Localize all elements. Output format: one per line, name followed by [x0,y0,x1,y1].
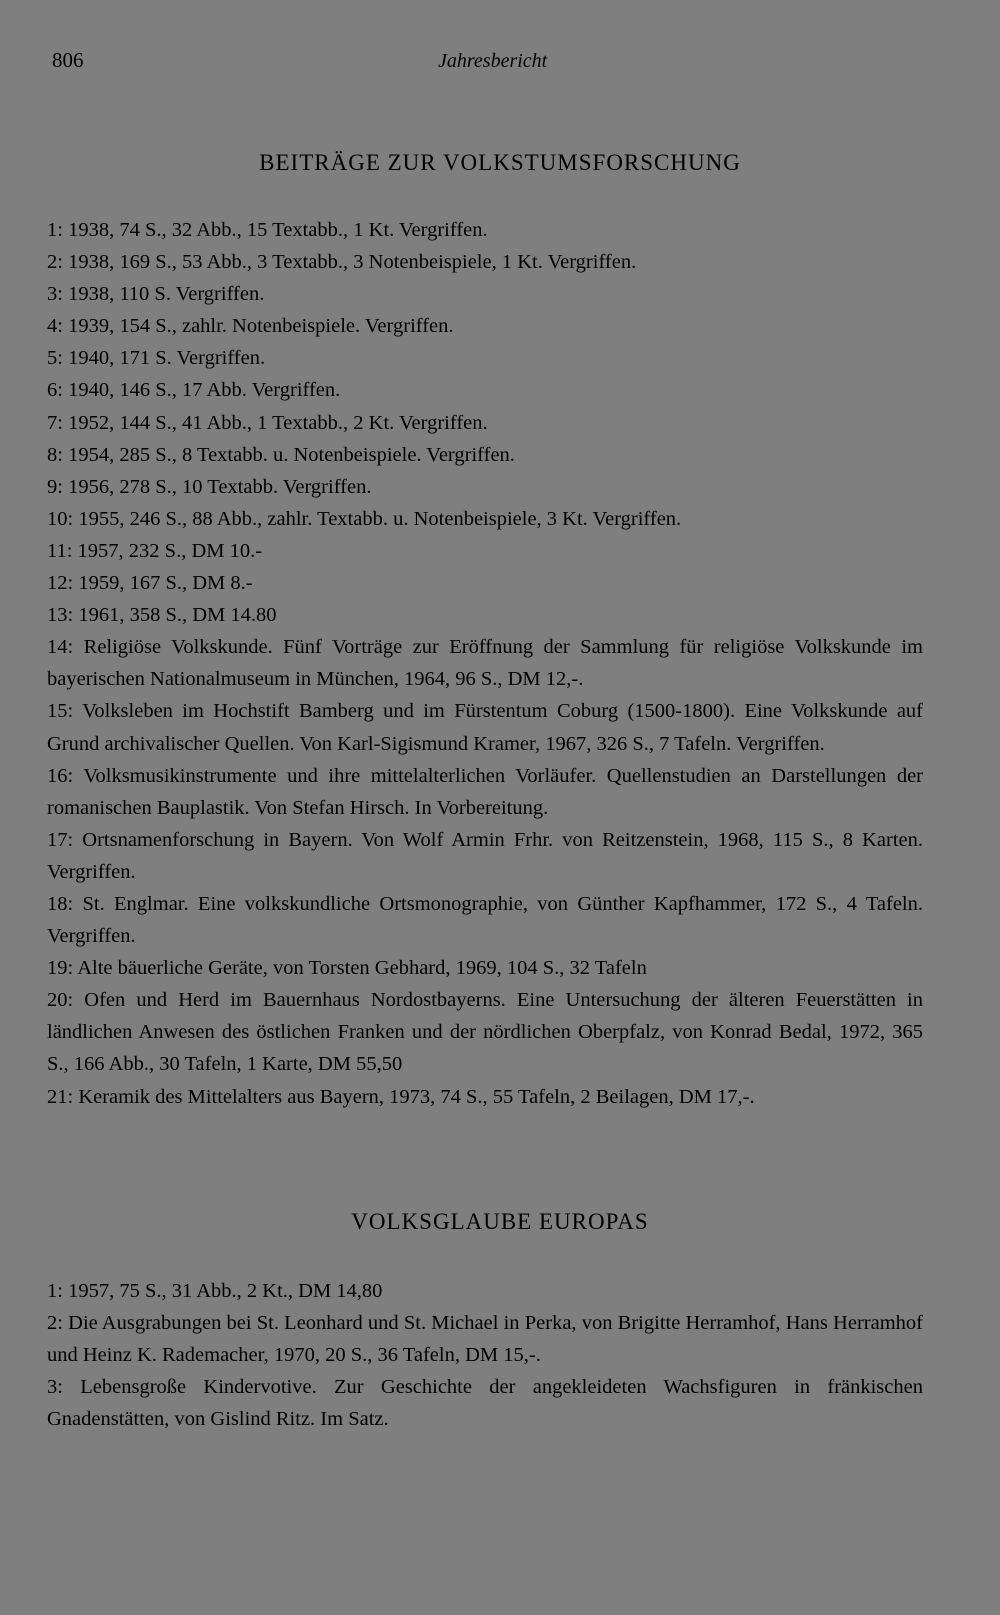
entry-list-volksglaube [47,1275,923,1435]
section-heading-beitraege: BEITRÄGE ZUR VOLKSTUMSFORSCHUNG [259,150,741,175]
list-item: 8: 1954, 285 S., 8 Textabb. u. Notenbeispiele. Vergriffen. [47,443,515,466]
list-item: 3: 1938, 110 S. Vergriffen. [47,283,265,306]
list-item: 10: 1955, 246 S., 88 Abb., zahlr. Textabb. u. Notenbeispiele, 3 Kt. Vergriffen. [47,507,682,530]
list-item: 1: 1938, 74 S., 32 Abb., 15 Textabb., 1 Kt. Vergriffen. [47,219,488,241]
list-item: 21: Keramik des Mittelalters aus Bayern, 1973, 74 S., 55 Tafeln, 2 Beilagen, DM 17,-. [47,1085,755,1108]
list-item: 6: 1940, 146 S., 17 Abb. Vergriffen. [47,379,341,402]
list-item: 11: 1957, 232 S., DM 10.- [47,539,263,562]
list-item: 18: St. Englmar. Eine volkskundliche Ortsmonographie, von Günther Kapfhammer, 172 S., 4 Tafeln. Vergriffen. [47,892,923,948]
list-item: 1: 1957, 75 S., 31 Abb., 2 Kt., DM 14,80 [47,1280,383,1302]
list-item: 17: Ortsnamenforschung in Bayern. Von Wolf Armin Frhr. von Reitzenstein, 1968, 115 S., 8 Karten. Vergriffen. [47,828,923,883]
list-item: 2: Die Ausgrabungen bei St. Leonhard und St. Michael in Perka, von Brigitte Herramhof, Hans Herramhof und Heinz K. Rademacher, 1970, 20 S., 36 Tafeln, DM 15,-. [47,1312,923,1367]
list-item: 4: 1939, 154 S., zahlr. Notenbeispiele. Vergriffen. [47,315,454,338]
list-item: 14: Religiöse Volkskunde. Fünf Vorträge zur Eröffnung der Sammlung für religiöse Volkskunde im bayerischen Nationalmuseum in München, 1964, 96 S., DM 12,-. [47,636,923,691]
section-heading-volksglaube: VOLKSGLAUBE EUROPAS [351,1209,649,1234]
list-item: 2: 1938, 169 S., 53 Abb., 3 Textabb., 3 Notenbeispiele, 1 Kt. Vergriffen. [47,251,637,274]
list-item: 16: Volksmusikinstrumente und ihre mittelalterlichen Vorläufer. Quellenstudien an Darstellungen der romanischen Bauplastik. Von Stefan Hirsch. In Vorbereitung. [47,764,923,819]
running-head: Jahresbericht [438,50,548,72]
list-item: 13: 1961, 358 S., DM 14.80 [47,604,277,627]
list-item: 5: 1940, 171 S. Vergriffen. [47,347,266,370]
list-item: 19: Alte bäuerliche Geräte, von Torsten Gebhard, 1969, 104 S., 32 Tafeln [47,957,647,980]
list-item: 15: Volksleben im Hochstift Bamberg und im Fürstentum Coburg (1500-1800). Eine Volkskunde auf Grund archivalischer Quellen. Von Karl-Sigismund Kramer, 1967, 326 S., 7 Tafeln. Vergriffen. [47,700,923,755]
list-item: 12: 1959, 167 S., DM 8.- [47,572,253,595]
list-item: 9: 1956, 278 S., 10 Textabb. Vergriffen. [47,475,372,498]
list-item: 20: Ofen und Herd im Bauernhaus Nordostbayerns. Eine Untersuchung der älteren Feuerstätten in ländlichen Anwesen des östlichen Franken und der nördlichen Oberpfalz, von Konrad Bedal, 1972, 365 S., 166 Abb., 30 Tafeln, 1 Karte, DM 55,50 [47,989,923,1076]
list-item: 7: 1952, 144 S., 41 Abb., 1 Textabb., 2 Kt. Vergriffen. [47,411,488,434]
list-item: 3: Lebensgroße Kindervotive. Zur Geschichte der angekleideten Wachsfiguren in fränkischen Gnadenstätten, von Gislind Ritz. Im Satz. [47,1376,923,1431]
entry-list-beitraege [47,214,923,1113]
page-number: 806 [52,48,84,72]
